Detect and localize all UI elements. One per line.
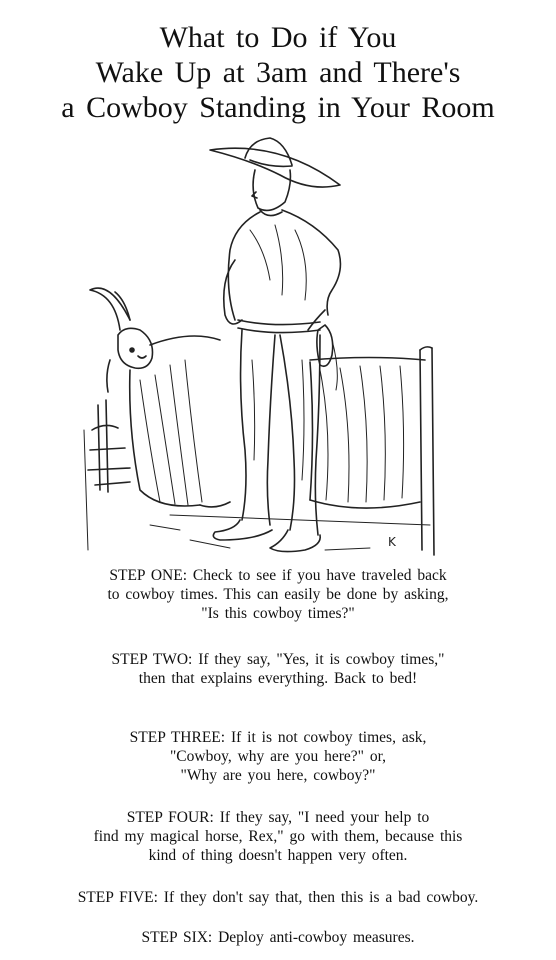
page-title (0, 20, 556, 125)
cowboy-torso (224, 210, 341, 333)
step-six-line-1: STEP SIX: Deploy anti-cowboy measures. (141, 929, 415, 946)
step-four (0, 808, 556, 865)
bed-frame (170, 347, 434, 555)
step-one-line-3: "Is this cowboy times?" (201, 605, 355, 622)
step-four-line-2: find my magical horse, Rex," go with them, because this (93, 828, 463, 845)
step-six (0, 928, 556, 947)
step-five-line-1: STEP FIVE: If they don't say that, then this is a bad cowboy. (77, 889, 479, 906)
cowboy-boots (213, 520, 320, 552)
artist-signature: K (388, 535, 396, 549)
step-one (0, 566, 556, 623)
cowboy-legs (241, 330, 320, 535)
title-line-1: What to Do if You (159, 21, 397, 54)
title-line-3: a Cowboy Standing in Your Room (61, 91, 495, 124)
step-two-line-1: STEP TWO: If they say, "Yes, it is cowboy times," (111, 651, 445, 668)
cowboy-illustration (70, 130, 490, 560)
step-three (0, 728, 556, 785)
step-two-line-2: then that explains everything. Back to bed! (138, 670, 418, 687)
step-five (0, 888, 556, 907)
step-four-line-1: STEP FOUR: If they say, "I need your help to (126, 809, 430, 826)
step-one-line-2: to cowboy times. This can easily be done by asking, (107, 586, 449, 603)
title-line-2: Wake Up at 3am and There's (95, 56, 461, 89)
step-three-line-1: STEP THREE: If it is not cowboy times, ask, (129, 729, 427, 746)
cowboy-hat (210, 138, 340, 187)
step-one-line-1: STEP ONE: Check to see if you have traveled back (109, 567, 447, 584)
floor-shading (150, 525, 370, 550)
step-three-line-2: "Cowboy, why are you here?" or, (169, 748, 386, 765)
step-two (0, 650, 556, 688)
step-three-line-3: "Why are you here, cowboy?" (180, 767, 376, 784)
sleeper-in-bed (90, 288, 153, 392)
bed-blanket (130, 336, 230, 507)
step-four-line-3: kind of thing doesn't happen very often. (148, 847, 408, 864)
bed-headboard (84, 400, 130, 550)
